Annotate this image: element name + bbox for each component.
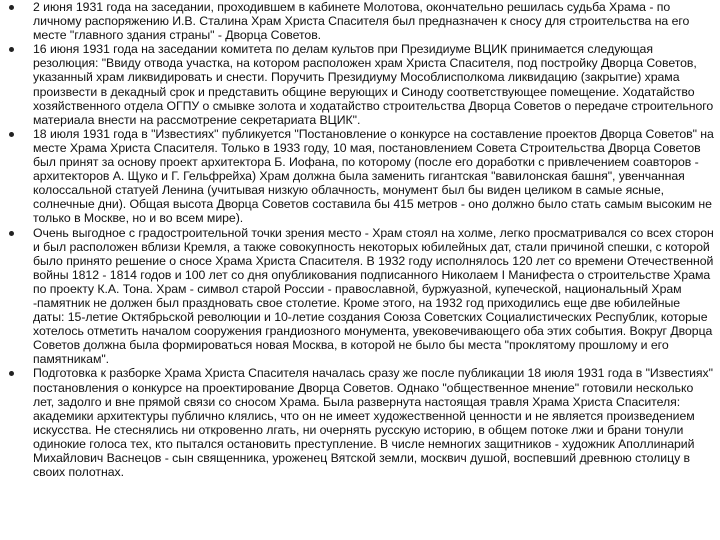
list-item — [33, 366, 714, 479]
list-item — [33, 226, 714, 367]
list-item-text: 2 июня 1931 года на заседании, проходившем в кабинете Молотова, окончательно решилась судьба Храма - по личному распоряжению И.В. Сталина Храм Христа Спасителя был предназначен к сносу для строительства на его месте "главного здания страны" - Дворца Советов. — [33, 0, 690, 43]
bullet-icon — [9, 371, 14, 376]
list-item-text: 16 июня 1931 года на заседании комитета по делам культов при Президиуме ВЦИК принимается следующая резолюция: "Ввиду отвода участка, на котором расположен храм Христа Спасителя, под постройку Дворца Советов, указанный храм ликвидировать и снести. Поручить Президиуму Мособлисполкома ликвидацию (закрытие) храма произвести в декадный срок и представить общине верующих и Синоду соответствующее помещение. Ходатайство хозяйственного отдела ОГПУ о смывке золота и ходатайство строительства Дворца Советов о передаче строительного материала внести на рассмотрение секретариата ВЦИК". — [33, 42, 714, 127]
list-item-text: 18 июля 1931 года в "Известиях" публикуется "Постановление о конкурсе на составление проектов Дворца Советов" на месте Храма Христа Спасителя. Только в 1933 году, 10 мая, постановлением Совета Строительства Дворца Советов был принят за основу проект архитектора Б. Иофана, по которому (после его доработки с привлечением соавторов - архитекторов А. Щуко и Г. Гельфрейха) Храм должна была заменить гигантская "вавилонская башня", увенчанная колоссальной статуей Ленина (учитывая низкую облачность, монумент был бы виден целиком в самые ясные, солнечные дни). Общая высота Дворца Советов составила бы 415 метров - оно должно было стать самым высоким не только в Москве, но и во всем мире). — [33, 126, 714, 226]
list-item-text: Очень выгодное с градостроительной точки зрения место - Храм стоял на холме, легко просматривался со всех сторон и был расположен вблизи Кремля, а также совокупность некоторых юбилейных дат, стали причиной спешки, с которой было принято решение о сносе Храма Христа Спасителя. В 1932 году исполнялось 120 лет со времени Отечественной войны 1812 - 1814 годов и 100 лет со дня опубликования подписанного Николаем I Манифеста о строительстве Храма по проекту К.А. Тона. Храм - символ старой России - православной, буржуазной, купеческой, национальный Храм -памятник не должен был праздновать свое столетие. Кроме этого, на 1932 год приходились еще две юбилейные даты: 15-летие Октябрьской революции и 10-летие создания Союза Советских Социалистических Республик, которые хотелось отметить началом сооружения грандиозного монумента, увековечивающего оба этих события. Вокруг Дворца Советов должна была формироваться новая Москва, в которой не было бы места "проклятому прошлому и его памятникам". — [33, 225, 714, 367]
bullet-icon — [9, 132, 14, 137]
list-item-text: Подготовка к разборке Храма Христа Спасителя началась сразу же после публикации 18 июля 1931 года в "Известиях" постановления о конкурсе на проектирование Дворца Советов. Однако "общественное мнение" готовили несколько лет, задолго и вне прямой связи со сносом Храма. Была развернута настоящая травля Храма Христа Спасителя: академики архитектуры публично клялись, что он не имеет художественной ценности и не является произведением искусства. Не стеснялись ни откровенно лгать, ни очернять русскую историю, в общем потоке лжи и брани тонули одинокие голоса тех, кто пытался остановить преступление. В числе немногих защитников - художник Аполлинарий Михайлович Васнецов - сын священника, уроженец Вятской земли, москвич душой, воспевший древнюю столицу в своих полотнах. — [33, 366, 713, 480]
list-item — [33, 42, 714, 127]
list-item — [33, 127, 714, 226]
bullet-icon — [9, 231, 14, 236]
bullet-icon — [9, 5, 14, 10]
bullet-icon — [9, 47, 14, 52]
list-item — [33, 0, 714, 42]
